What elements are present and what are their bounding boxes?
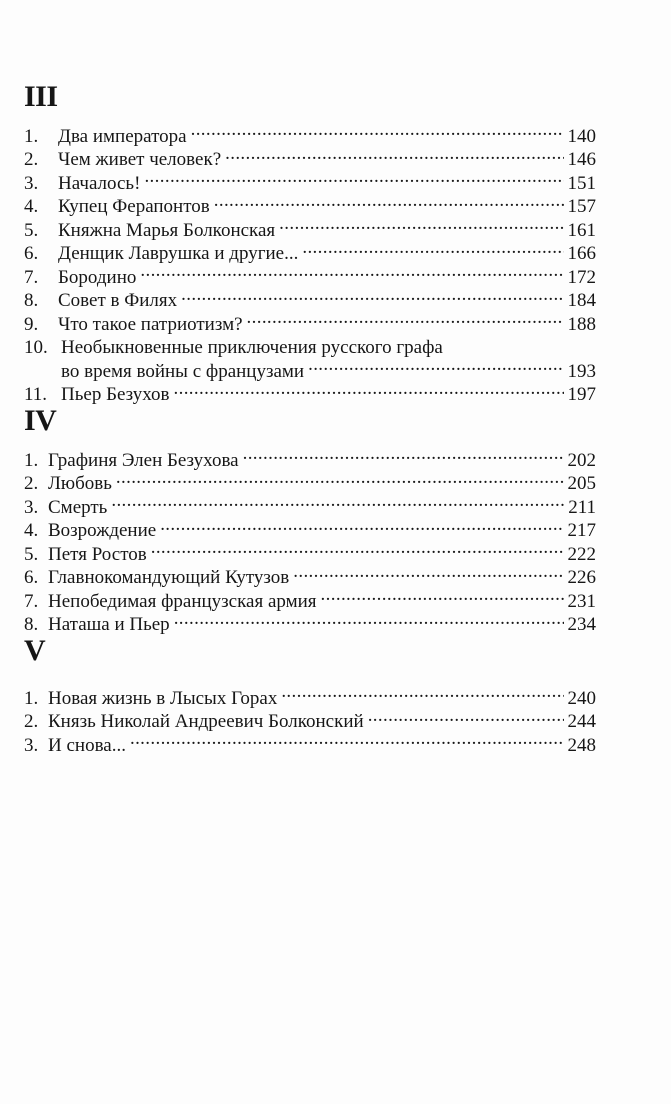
- entry-number: 2.: [24, 149, 39, 170]
- entry-title: Новая жизнь в Лысых Горах: [48, 687, 278, 709]
- entry-page-number: 184: [567, 290, 596, 311]
- entry-page-number: 197: [567, 384, 596, 405]
- section-heading: V: [24, 634, 46, 667]
- entry-page-number: 161: [567, 219, 596, 241]
- entry-title: Непобедимая французская армия: [48, 590, 317, 612]
- entry-number: 5.: [24, 219, 39, 241]
- entry-page-number: 217: [567, 520, 596, 541]
- entry-title-continuation: во время войны с французами: [61, 360, 305, 382]
- entry-number: 2.: [24, 711, 39, 732]
- entry-number: 1.: [24, 687, 39, 709]
- entry-number: 5.: [24, 543, 39, 565]
- toc-entry: [24, 442, 596, 471]
- entry-title: Два императора: [58, 125, 187, 147]
- entry-page-number: 193: [567, 360, 596, 382]
- dot-leader: [111, 489, 564, 513]
- entry-page-number: 222: [567, 543, 596, 565]
- entry-page-number: 248: [567, 734, 596, 756]
- dot-leader: [191, 118, 564, 142]
- dot-leader: [302, 236, 563, 260]
- entry-title: Что такое патриотизм?: [58, 313, 243, 335]
- entry-page-number: 166: [567, 243, 596, 264]
- entry-page-number: 205: [567, 473, 596, 494]
- entry-page-number: 234: [567, 614, 596, 635]
- dot-leader: [151, 536, 564, 560]
- dot-leader: [140, 259, 563, 283]
- toc-entry: [24, 118, 596, 147]
- entry-title: Князь Николай Андреевич Болконский: [48, 711, 364, 732]
- entry-title: Чем живет человек?: [58, 149, 222, 170]
- entry-number: 8.: [24, 614, 39, 635]
- entry-page-number: 244: [567, 711, 596, 732]
- dot-leader: [293, 560, 563, 584]
- entry-number: 4.: [24, 520, 39, 541]
- dot-leader: [368, 704, 564, 728]
- entry-number: 10.: [24, 337, 48, 358]
- entry-title: Графиня Элен Безухова: [48, 449, 239, 471]
- table-of-contents: [24, 80, 596, 756]
- entry-page-number: 172: [567, 266, 596, 288]
- toc-section-4: [24, 404, 596, 635]
- dot-leader: [308, 353, 563, 377]
- entry-number: 9.: [24, 313, 39, 335]
- entry-page-number: 202: [567, 449, 596, 471]
- entry-title: Совет в Филях: [58, 290, 178, 311]
- entry-title: Началось!: [58, 172, 141, 194]
- entry-number: 6.: [24, 567, 39, 588]
- dot-leader: [160, 513, 563, 537]
- entry-page-number: 226: [567, 567, 596, 588]
- entry-title: Пьер Безухов: [61, 384, 170, 405]
- section-heading: IV: [24, 404, 57, 437]
- entry-title: Княжна Марья Болконская: [58, 219, 276, 241]
- entry-page-number: 151: [567, 172, 596, 194]
- dot-leader: [174, 607, 564, 631]
- entry-title: Купец Ферапонтов: [58, 196, 210, 217]
- entry-number: 3.: [24, 496, 39, 518]
- entry-page-number: 188: [567, 313, 596, 335]
- entry-page-number: 231: [567, 590, 596, 612]
- dot-leader: [214, 189, 564, 213]
- dot-leader: [181, 283, 563, 307]
- entry-number: 3.: [24, 734, 39, 756]
- section-heading: III: [24, 80, 58, 113]
- entry-number: 4.: [24, 196, 39, 217]
- dot-leader: [174, 377, 564, 401]
- dot-leader: [279, 212, 563, 236]
- entry-title: Главнокомандующий Кутузов: [48, 567, 290, 588]
- entry-page-number: 157: [567, 196, 596, 217]
- entry-page-number: 140: [567, 125, 596, 147]
- entry-page-number: 211: [568, 496, 596, 518]
- dot-leader: [130, 727, 564, 751]
- entry-number: 3.: [24, 172, 39, 194]
- entry-number: 8.: [24, 290, 39, 311]
- entry-title: Необыкновенные приключения русского графа: [61, 337, 443, 358]
- entry-number: 6.: [24, 243, 39, 264]
- dot-leader: [321, 583, 564, 607]
- entry-number: 1.: [24, 125, 39, 147]
- dot-leader: [281, 680, 563, 704]
- entry-title: Любовь: [48, 473, 112, 494]
- entry-page-number: 146: [567, 149, 596, 170]
- entry-page-number: 240: [567, 687, 596, 709]
- dot-leader: [225, 142, 563, 166]
- dot-leader: [243, 442, 564, 466]
- entry-title: Петя Ростов: [48, 543, 147, 565]
- entry-number: 1.: [24, 449, 39, 471]
- entry-title: Смерть: [48, 496, 108, 518]
- entry-title: И снова...: [48, 734, 126, 756]
- entry-number: 2.: [24, 473, 39, 494]
- dot-leader: [144, 165, 563, 189]
- toc-section-5: [24, 634, 596, 756]
- entry-number: 7.: [24, 590, 39, 612]
- entry-title: Наташа и Пьер: [48, 614, 170, 635]
- toc-section-3: [24, 80, 596, 405]
- entry-number: 11.: [24, 384, 48, 405]
- entry-number: 7.: [24, 266, 39, 288]
- entry-title: Денщик Лаврушка и другие...: [58, 243, 299, 264]
- toc-entry: [24, 680, 596, 709]
- dot-leader: [447, 330, 596, 354]
- dot-leader: [116, 466, 564, 490]
- dot-leader: [247, 306, 564, 330]
- entry-title: Бородино: [58, 266, 137, 288]
- entry-title: Возрождение: [48, 520, 157, 541]
